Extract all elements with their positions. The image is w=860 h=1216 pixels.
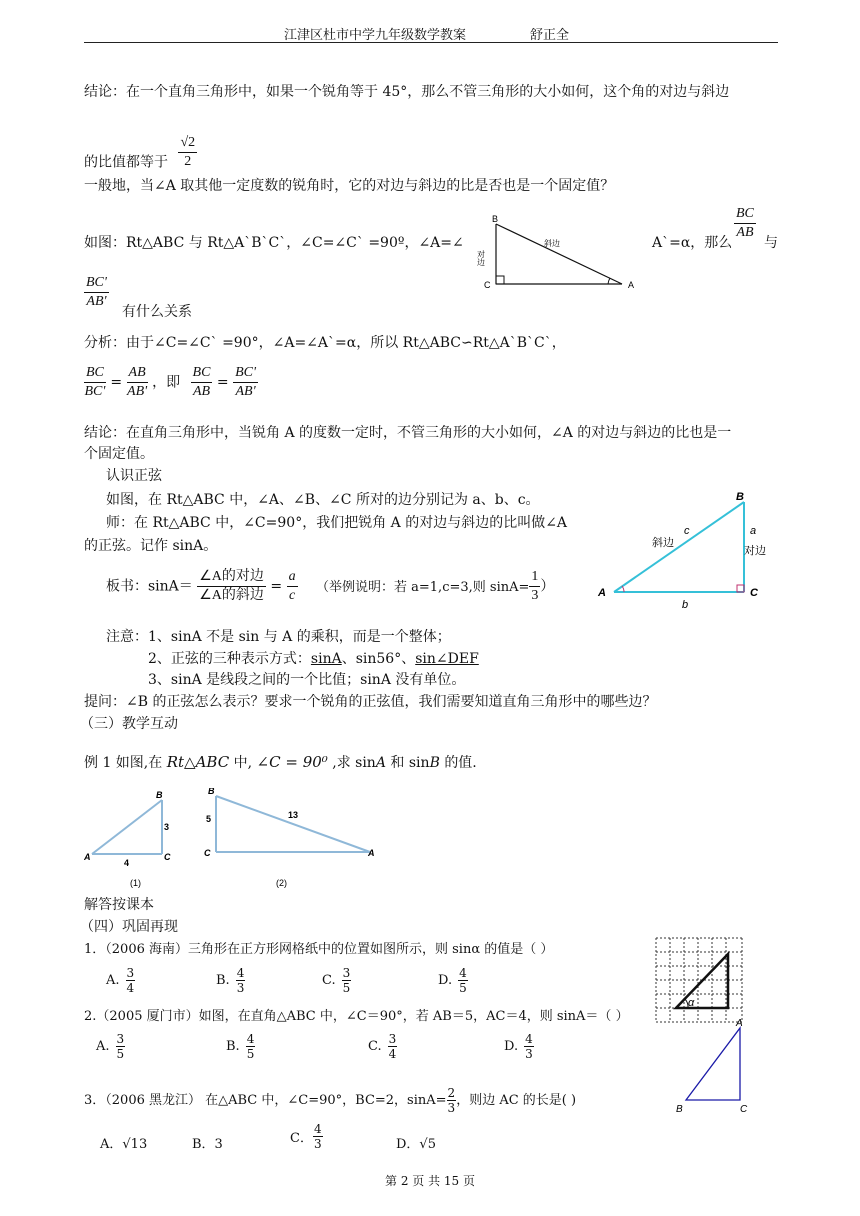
conclusion-2b: 个固定值。 [84,446,154,462]
q2-triangle-figure [672,1016,762,1120]
header-author: 舒正全 [530,28,570,43]
sine-def: 师：在 Rt△ABC 中，∠C=90°，我们把锐角 A 的对边与斜边的比叫做∠A [106,515,568,531]
header-school: 江津区杜市中学九年级数学教案 [284,28,467,43]
grid-alpha: α [688,997,695,1009]
ex1-A: A [84,852,91,862]
ratio-bc2-ab2: $\frac{BC'}{AB'}$ [86,275,107,309]
sine-intro: 如图，在 Rt△ABC 中，∠A、∠B、∠C 所对的边分别记为 a、b、c。 [106,492,540,508]
question-1: 1．（2006 海南）三角形在正方形网格纸中的位置如图所示，则 sinα 的值是（ ） [84,942,554,957]
figure-intro-c: 与 [764,235,778,251]
figure-intro: 如图：Rt△ABC 与 Rt△A`B`C`，∠C=∠C` =90º，∠A=∠ [84,235,464,251]
grid-figure [652,934,746,1026]
q2-option-d: D. $\frac{4}{3}$ [504,1032,533,1061]
ex1-C: C [164,852,171,862]
label-C: C [484,280,491,290]
sine-B: B [736,491,744,503]
sine-a: a [750,525,757,537]
answer-note: 解答按课本 [84,897,154,913]
note-2: 2、正弦的三种表示方式：sinA、sin56°、sin∠DEF [148,651,479,667]
sine-b: b [682,599,689,608]
q3-option-C: C． $\frac{4}{3}$ [290,1122,322,1151]
q3-option-B: B．3 [192,1137,223,1152]
ex1-4: 4 [124,858,130,868]
q3-option-D: D．√5 [396,1137,436,1152]
triangle-figure-top [476,210,646,296]
example-figure-1 [84,790,171,888]
q1-option-c: C. $\frac{3}{5}$ [322,966,351,995]
ex1-3: 3 [164,822,170,832]
ex2-B: B [208,788,215,796]
label-B: B [492,214,499,224]
sine-triangle-figure [594,488,780,608]
page-footer: 第 2 页 共 15 页 [385,1174,475,1188]
conclusion-2: 结论：在直角三角形中，当锐角 A 的度数一定时，不管三角形的大小如何，∠A 的对边与斜边的比也是一 [84,425,732,441]
conclusion-1b: 的比值都等于 $\frac{√2}{2}$ [84,135,196,171]
ex2-A: A [368,848,375,858]
sine-C: C [750,587,758,599]
example-1: 例 1 如图,在 Rt△ABC 中, ∠C = 90⁰ ,求 sinA 和 sinB 的值. [84,753,477,771]
ex1-caption: (1) [130,878,141,888]
example-figure-2 [204,788,375,888]
q1-option-a: A. $\frac{3}{4}$ [106,966,135,995]
q2-option-b: B. $\frac{4}{5}$ [226,1032,255,1061]
conclusion-1: 结论：在一个直角三角形中，如果一个锐角等于 45°，那么不管三角形的大小如何，这个角的对边与斜边 [84,84,730,100]
q2-C: C [740,1104,748,1115]
note-1: 注意：1、sinA 不是 sin 与 A 的乘积，而是一个整体； [106,629,451,645]
q1-option-b: B. $\frac{4}{3}$ [216,966,245,995]
ex2-C: C [204,848,211,858]
q2-option-a: A. $\frac{3}{5}$ [96,1032,125,1061]
section-4: （四）巩固再现 [80,919,178,935]
analysis-equations: $\frac{BC}{BC'}$ = $\frac{AB}{AB'}$ ，即 $\frac{BC}{AB}$ = $\frac{BC'}{AB'}$ [84,365,256,399]
label-hyp: 斜边 [544,239,560,248]
q1-option-d: D. $\frac{4}{5}$ [438,966,467,995]
q3-option-A: A．√13 [100,1137,148,1152]
question-2: 2.（2005 厦门市）如图，在直角△ABC 中，∠C＝90°，若 AB＝5，AC＝4，则 sinA＝（ ） [84,1009,629,1024]
section-sine: 认识正弦 [106,468,162,484]
sine-def-b: 的正弦。记作 sinA。 [84,538,218,554]
note-3: 3、sinA 是线段之间的一个比值；sinA 没有单位。 [148,672,466,688]
question-general: 一般地，当∠A 取其他一定度数的锐角时，它的对边与斜边的比是否也是一个固定值？ [84,178,615,194]
q2-B: B [676,1104,683,1115]
analysis: 分析：由于∠C=∠C` =90°，∠A=∠A`=α，所以 Rt△ABC∽Rt△A`B`C`， [84,335,566,351]
sine-A: A [598,587,606,599]
ex2-caption: (2) [276,878,287,888]
sqrt2-fraction: $\frac{√2}{2}$ [180,135,196,169]
ex1-B: B [156,790,163,800]
page-header [84,22,778,43]
label-opp: 对边 [476,250,486,266]
board-formula: 板书：sinA＝ $\frac{\text{∠A的对边}}{\text{∠A的斜边}}$ = $\frac{a}{c}$ （举例说明：若 a=1,c=3,则 sinA= $\frac{1}{3}$ ） [106,569,555,603]
ex2-5: 5 [206,814,212,824]
q2-option-c: C. $\frac{3}{4}$ [368,1032,397,1061]
sine-hyp: 斜边 [652,537,674,549]
question-B: 提问：∠B 的正弦怎么表示？要求一个锐角的正弦值，我们需要知道直角三角形中的哪些边？ [84,694,657,710]
ex2-13: 13 [288,810,299,820]
label-A: A [628,280,635,290]
ratio-bc-ab: $\frac{BC}{AB}$ [736,206,754,240]
relation-text: 有什么关系 [122,304,192,320]
sine-opp: 对边 [744,545,766,557]
section-3: （三）教学互动 [80,716,178,732]
q2-A: A [736,1018,743,1029]
sine-c: c [684,525,690,537]
figure-intro-b: A`=α，那么 [652,235,733,251]
example-figures [84,788,384,892]
question-3: 3．（2006 黑龙江） 在△ABC 中，∠C=90°，BC=2，sinA= $\frac{2}{3}$ ，则边 AC 的长是( ) [84,1086,577,1115]
